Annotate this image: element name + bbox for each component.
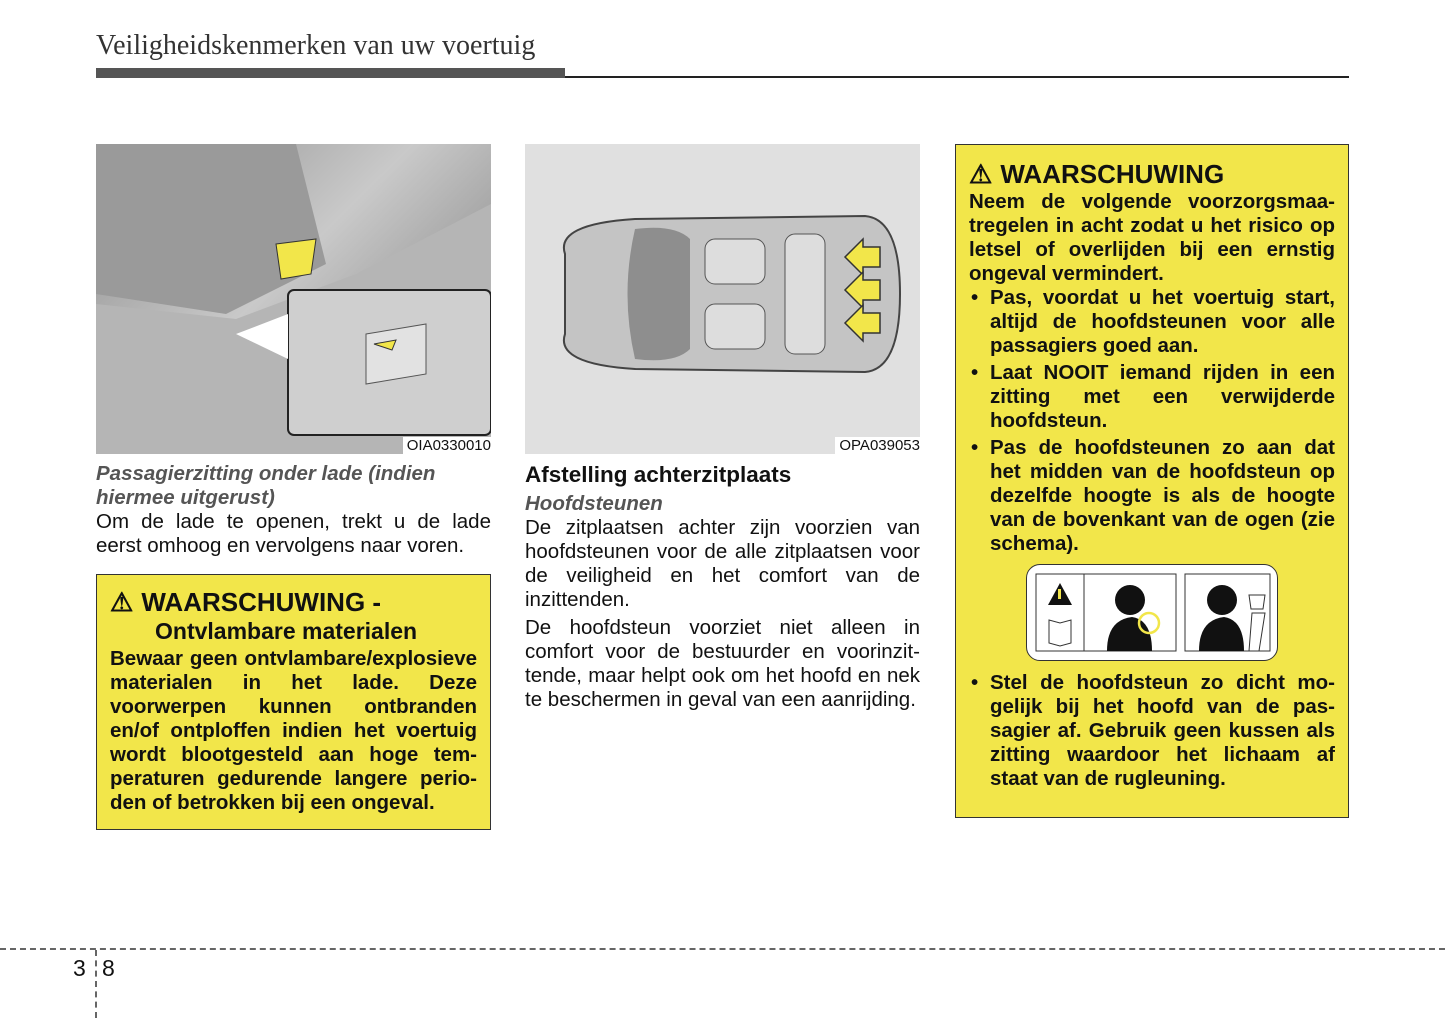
warning-list-after	[969, 671, 1335, 791]
header-bar	[96, 68, 565, 78]
warning-heading	[110, 587, 477, 618]
footer-divider	[95, 950, 97, 1018]
section-heading: Afstelling achterzitplaats	[525, 462, 792, 487]
warning-heading	[969, 159, 1335, 190]
warning-title: WAARSCHUWING	[1000, 159, 1225, 189]
headrest-arrows	[845, 239, 880, 341]
list-item: • Pas de hoofdsteunen zo aan dat het midden van de hoofdsteun op dezelfde hoogte is als de hoogte van de bovenkant van de ogen (zie schema).	[969, 436, 1335, 556]
warning-box-flammable	[96, 574, 491, 830]
subsection-heading: Hoofdsteunen	[525, 492, 663, 515]
footer-rule	[0, 948, 1445, 950]
warning-text: Bewaar geen ontvlambare/explosieve materialen in het lade. Deze voorwerpen kunnen ontbranden en/of ontploffen indien het voertuig wordt blootgesteld aan hoge temperaturen gedurende langere perioden of betrokken bij een ongeval.	[110, 647, 477, 814]
warning-triangle-icon: ⚠	[969, 159, 993, 189]
warning-triangle-icon: ⚠	[110, 587, 134, 617]
image-code: OIA0330010	[403, 437, 491, 454]
body-paragraph: De hoofdsteun voorziet niet alleen in comfort voor de bestuurder en voorinzittende, maar helpt ook om het hoofd en nek te beschermen in geval van een aanrijding.	[525, 616, 920, 711]
chapter-number: 3	[73, 955, 86, 981]
list-item: • Pas, voordat u het voertuig start, altijd de hoofdsteunen voor alle passagiers goed aan.	[969, 286, 1335, 358]
list-item: • Stel de hoofdsteun zo dicht mogelijk bij het hoofd van de passagier af. Gebruik geen kussen als zitting waardoor het lichaam af staat van de rugleuning.	[969, 671, 1335, 791]
car-topview-drawing	[525, 144, 920, 454]
list-item: • Laat NOOIT iemand rijden in een zitting met een verwijderde hoofdsteun.	[969, 361, 1335, 433]
header-rule	[565, 76, 1349, 78]
page-header-title: Veiligheidskenmerken van uw voertuig	[96, 30, 536, 61]
warning-list	[969, 286, 1335, 556]
seat-drawer-drawing	[96, 144, 491, 454]
image-code: OPA039053	[835, 437, 920, 454]
page-number: 8	[102, 955, 115, 981]
warning-subtitle: Ontvlambare materialen	[155, 618, 418, 644]
headrest-schema	[1026, 564, 1278, 661]
body-text: Om de lade te openen, trekt u de lade eerst omhoog en vervolgens naar voren.	[96, 510, 491, 557]
headrest-position-diagram	[1027, 565, 1279, 662]
warning-intro: Neem de volgende voorzorgsmaatregelen in acht zodat u het risico op letsel of overlijden bij een ernstig ongeval vermindert.	[969, 190, 1335, 285]
car-topview-illustration	[525, 144, 920, 454]
warning-box-headrest	[955, 144, 1349, 818]
figure-caption: Passagierzitting onder lade (indien hiermee uitgerust)	[96, 462, 436, 509]
drawer-illustration	[96, 144, 491, 454]
warning-title: WAARSCHUWING -	[141, 587, 382, 617]
column-1	[96, 144, 491, 830]
body-paragraph: De zitplaatsen achter zijn voorzien van hoofdsteunen voor de alle zitplaatsen voor de veiligheid en het comfort van de inzittenden.	[525, 516, 920, 611]
column-2	[525, 144, 920, 712]
